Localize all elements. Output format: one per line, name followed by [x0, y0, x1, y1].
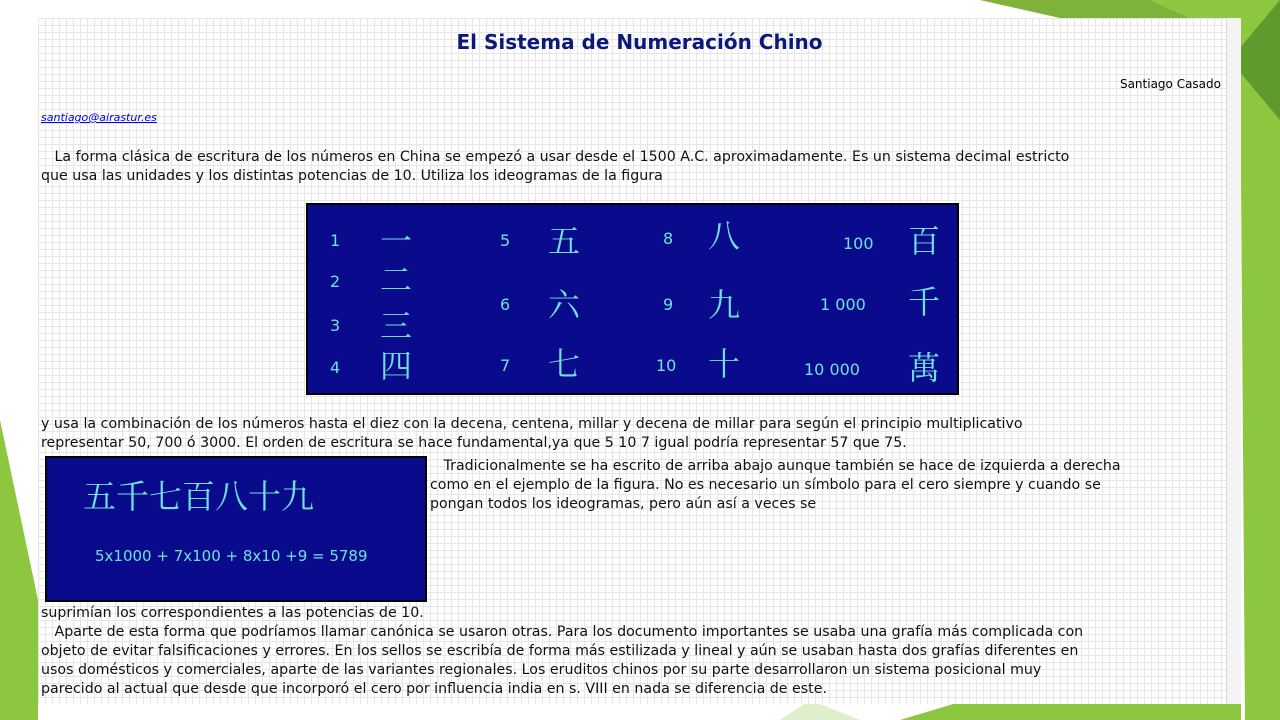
numeral-ideogram: 九	[708, 286, 741, 324]
example-glyphs: 五千七百八十九	[83, 477, 314, 516]
numeral-ideogram: 四	[380, 347, 413, 385]
numeral-value: 4	[330, 358, 341, 377]
numeral-ideogram: 一	[380, 222, 413, 260]
paragraph-intro: La forma clásica de escritura de los números en China se empezó a usar desde el 1500 A.C. aproximadamente. Es un sistema decimal estricto que usa las unidades y los distintas potencias de 10. Utiliza los ideogramas de la figura	[41, 149, 1070, 184]
scrollbar[interactable]	[1226, 18, 1241, 704]
numeral-ideogram: 二	[380, 261, 413, 299]
numeral-value: 1	[330, 231, 341, 250]
example-equation: 5x1000 + 7x100 + 8x10 +9 = 5789	[95, 547, 368, 565]
numeral-value: 2	[330, 272, 341, 291]
numerals-figure	[306, 203, 959, 395]
email-link[interactable]: santiago@airastur.es	[41, 111, 157, 124]
numeral-value: 10 000	[804, 360, 860, 379]
numeral-value: 7	[500, 356, 511, 375]
author-name: Santiago Casado	[1119, 77, 1221, 91]
numeral-value: 1 000	[820, 295, 866, 314]
page-title: El Sistema de Numeración Chino	[456, 30, 823, 54]
numeral-ideogram: 八	[708, 217, 741, 255]
numeral-ideogram: 萬	[908, 349, 941, 387]
numeral-ideogram: 六	[548, 286, 581, 324]
document-page	[38, 18, 1241, 704]
numeral-ideogram: 三	[380, 307, 413, 345]
numeral-ideogram: 七	[548, 345, 581, 383]
numeral-value: 10	[656, 356, 677, 375]
numeral-ideogram: 千	[908, 283, 941, 321]
numeral-value: 8	[663, 229, 674, 248]
numeral-value: 9	[663, 295, 674, 314]
numeral-ideogram: 五	[548, 222, 581, 260]
paragraph-combination: y usa la combinación de los números hasta el diez con la decena, centena, millar y decena de millar para según el principio multiplicativo representar 50, 700 ó 3000. El orden de escritura se hace fundamental,ya que 5 10 7 igual podría representar 57 que 75.	[41, 416, 1023, 451]
numeral-ideogram: 十	[708, 345, 741, 383]
numeral-value: 5	[500, 231, 511, 250]
numeral-value: 3	[330, 316, 341, 335]
numeral-ideogram: 百	[908, 222, 941, 260]
numeral-value: 100	[843, 234, 874, 253]
example-figure	[45, 456, 427, 602]
numeral-value: 6	[500, 295, 511, 314]
paragraph-direction: Tradicionalmente se ha escrito de arriba abajo aunque también se hace de izquierda a derecha como en el ejemplo de la figura. No es necesario un símbolo para el cero siempre y cuando se pongan todos los ideogramas, pero aún así a veces se	[430, 458, 1121, 512]
paragraph-variants: suprimían los correspondientes a las potencias de 10. Aparte de esta forma que podríamos llamar canónica se usaron otras. Para los documento importantes se usaba una grafía más complicada con objeto de evitar falsificaciones y errores. En los sellos se escribía de forma más estilizada y lineal y aún se usaban hasta dos grafías diferentes en usos domésticos y comerciales, aparte de las variantes regionales. Los eruditos chinos por su parte desarrollaron un sistema posicional muy parecido al actual que desde que incorporó el cero por influencia india en s. VIII en nada se diferencia de este.	[41, 605, 1084, 697]
